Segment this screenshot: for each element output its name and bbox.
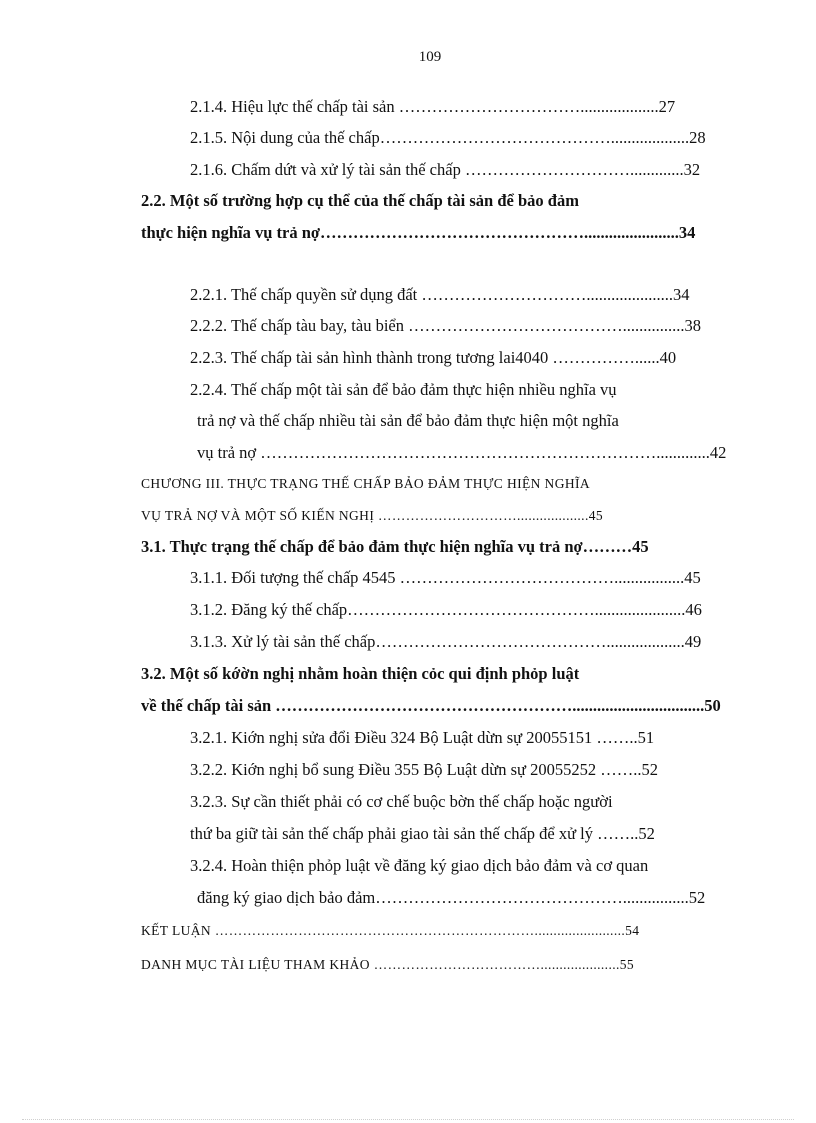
toc-entry-chapter-3-cont[interactable]: VỤ TRẢ NỢ VÀ MỘT SỐ KIẾN NGHỊ …………………………...................45: [141, 508, 604, 523]
toc-entry-3-1[interactable]: 3.1. Thực trạng thế chấp để bảo đảm thực hiện nghĩa vụ trả nợ………45: [141, 537, 649, 556]
toc-entry-3-2-2[interactable]: 3.2.2. Kiớn nghị bổ sung Điều 355 Bộ Luật dừn sự 20055252 ……..52: [190, 760, 658, 779]
toc-entry-3-2-1[interactable]: 3.2.1. Kiớn nghị sửa đổi Điều 324 Bộ Luật dừn sự 20055151 ……..51: [190, 728, 655, 747]
toc-entry-chapter-3[interactable]: CHƯƠNG III. THỰC TRẠNG THẾ CHẤP BẢO ĐẢM THỰC HIỆN NGHĨA: [141, 476, 591, 491]
toc-entry-3-2-4-cont: đăng ký giao dịch bảo đảm………………………………………................52: [197, 888, 706, 907]
toc-entry-references[interactable]: DANH MỤC TÀI LIỆU THAM KHẢO ……………………………….....................55: [141, 957, 635, 972]
toc-entry-2-1-4[interactable]: 2.1.4. Hiệu lực thế chấp tài sản ……………………………...................27: [190, 97, 676, 116]
toc-entry-2-2-4-cont2: vụ trả nợ ……………………………………………………………….............42: [197, 443, 727, 462]
toc-entry-2-2-4[interactable]: 2.2.4. Thế chấp một tài sản để bảo đảm thực hiện nhiều nghĩa vụ: [190, 380, 617, 399]
page-bottom-divider: [22, 1119, 794, 1120]
toc-entry-3-1-1[interactable]: 3.1.1. Đối tượng thế chấp 4545 ………………………………….................45: [190, 568, 701, 587]
toc-entry-2-2-1[interactable]: 2.2.1. Thế chấp quyền sử dụng đất ………………………….....................34: [190, 285, 690, 304]
toc-entry-2-2-cont[interactable]: thực hiện nghĩa vụ trả nợ………………………………………….......................34: [141, 223, 696, 242]
toc-entry-2-2-2[interactable]: 2.2.2. Thế chấp tàu bay, tàu biển …………………………………...............38: [190, 316, 701, 335]
toc-entry-3-2-cont[interactable]: về thế chấp tài sản ………………………………………………................................50: [141, 696, 721, 715]
toc-entry-3-2-title[interactable]: 3.2. Một số kớờn nghị nhằm hoàn thiện cỏc qui định phỏp luật: [141, 664, 580, 683]
toc-entry-conclusion[interactable]: KẾT LUẬN ……………………………………………………………........................54: [141, 923, 640, 938]
toc-entry-2-2-4-cont1: trả nợ và thế chấp nhiều tài sản để bảo đảm thực hiện một nghĩa: [197, 411, 619, 430]
toc-entry-3-2-3-cont: thứ ba giữ tài sản thế chấp phải giao tài sản thế chấp để xử lý ……..52: [190, 824, 655, 843]
toc-entry-2-2-3[interactable]: 2.2.3. Thế chấp tài sản hình thành trong tương lai4040 ……………......40: [190, 348, 677, 367]
toc-entry-3-1-2[interactable]: 3.1.2. Đăng ký thế chấp………………………………………......................46: [190, 600, 702, 619]
page-number: 109: [418, 49, 442, 65]
toc-entry-3-1-3[interactable]: 3.1.3. Xử lý tài sản thế chấp……………………………………...................49: [190, 632, 702, 651]
toc-entry-2-1-5[interactable]: 2.1.5. Nội dung của thế chấp……………………………………...................28: [190, 128, 706, 147]
toc-entry-3-2-4[interactable]: 3.2.4. Hoàn thiện phỏp luật về đăng ký giao dịch bảo đảm và cơ quan: [190, 856, 649, 875]
toc-entry-2-1-6[interactable]: 2.1.6. Chấm dứt và xử lý tài sản thế chấp ………………………….............32: [190, 160, 701, 179]
toc-entry-2-2-title[interactable]: 2.2. Một số trường hợp cụ thể của thế chấp tài sản để bảo đảm: [141, 191, 579, 210]
toc-entry-3-2-3[interactable]: 3.2.3. Sự cần thiết phải có cơ chế buộc bờn thế chấp hoặc người: [190, 792, 613, 811]
